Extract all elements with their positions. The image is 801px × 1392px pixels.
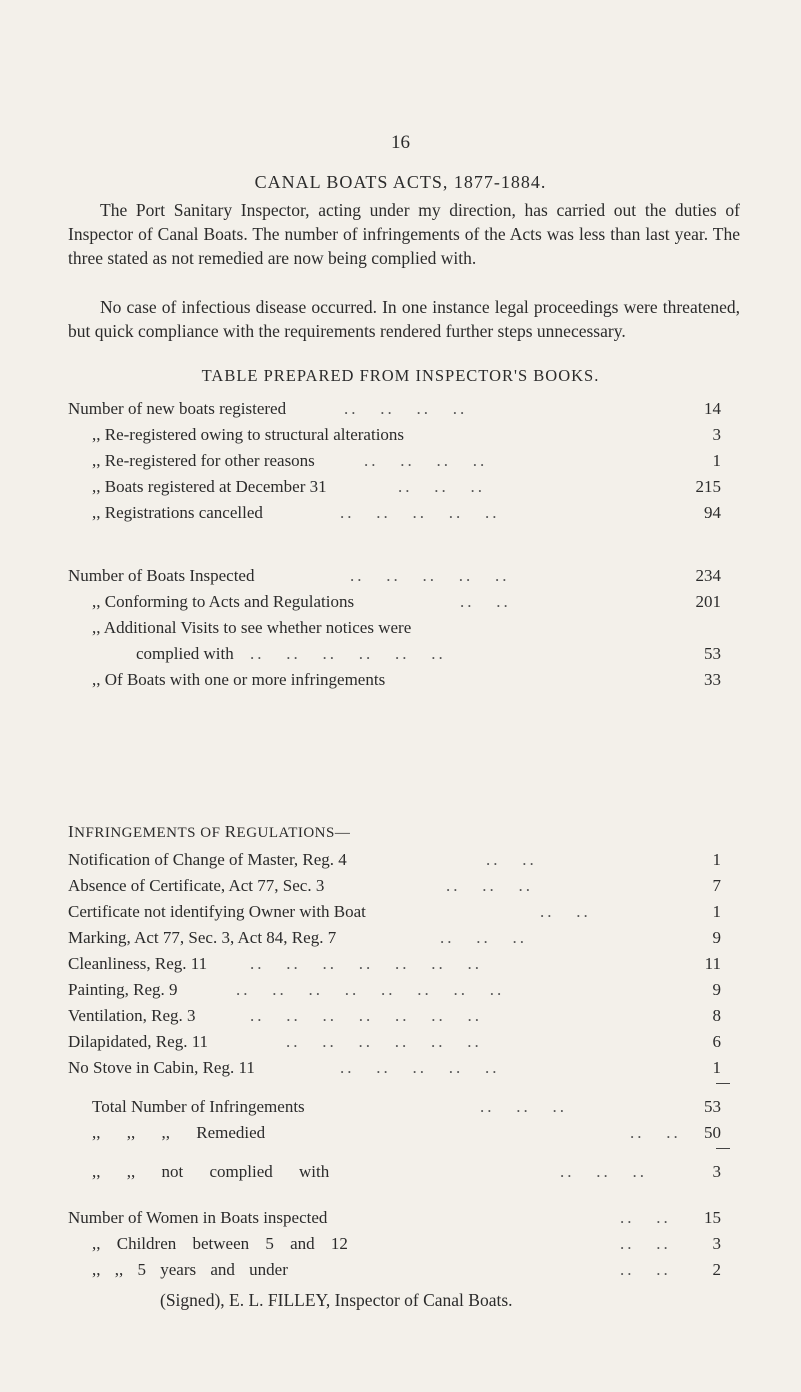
row-label: Certificate not identifying Owner with Boat: [68, 902, 366, 921]
table-title: TABLE PREPARED FROM INSPECTOR'S BOOKS.: [201, 366, 600, 385]
row-label: ,, ,, 5 years and under: [92, 1260, 288, 1279]
table-row: [0, 423, 801, 447]
row-value: 6: [712, 1032, 721, 1051]
row-label: ,, Registrations cancelled: [92, 503, 263, 522]
table-row: [0, 900, 801, 924]
row-label: ,, Additional Visits to see whether notices were: [92, 618, 412, 637]
row-value: 8: [712, 1006, 721, 1025]
row-value: 14: [704, 399, 721, 418]
row-value: 53: [704, 1097, 721, 1116]
leader-dots: .. .. .. .. ..: [340, 1058, 500, 1077]
row-label: ,, Boats registered at December 31: [92, 477, 327, 496]
table-row: [0, 397, 801, 421]
leader-dots: .. .. .. .. .. .. ..: [250, 1006, 482, 1025]
leader-dots: .. ..: [486, 850, 537, 869]
row-value: 9: [712, 980, 721, 999]
table-row: [0, 848, 801, 872]
row-value: 3: [712, 1162, 721, 1181]
row-value: 53: [704, 644, 721, 663]
leader-dots: .. .. .. .. ..: [340, 503, 500, 522]
infringements-heading: INFRINGEMENTS OF REGULATIONS—: [68, 822, 351, 841]
row-label: Total Number of Infringements: [92, 1097, 305, 1116]
table-row: [0, 1056, 801, 1080]
table-row: [0, 475, 801, 499]
row-label: ,, Children between 5 and 12: [92, 1234, 348, 1253]
row-label: Number of Women in Boats inspected: [68, 1208, 328, 1227]
leader-dots: .. .. .. .. ..: [350, 566, 510, 585]
row-label: ,, Re-registered owing to structural alterations: [92, 425, 405, 444]
table-row: [0, 1121, 801, 1145]
table-row: [0, 1030, 801, 1054]
page-number: 16: [391, 132, 410, 153]
row-label: Notification of Change of Master, Reg. 4: [68, 850, 347, 869]
leader-dots: .. .. ..: [480, 1097, 567, 1116]
paragraph-inspector-duties: The Port Sanitary Inspector, acting under my direction, has carried out the duties of Inspector of Canal Boats. The number of infringements of the Acts was less than last year. The three stated as not remedied are now being complied with.: [68, 200, 740, 268]
row-label: ,, Re-registered for other reasons: [92, 451, 315, 470]
table-row: [0, 590, 801, 614]
leader-dots: .. ..: [620, 1208, 671, 1227]
row-value: 11: [704, 954, 721, 973]
table-row: [0, 1004, 801, 1028]
row-value: 2: [712, 1260, 721, 1279]
row-value: 201: [695, 592, 721, 611]
row-label: Number of new boats registered: [68, 399, 287, 418]
leader-dots: .. ..: [540, 902, 591, 921]
leader-dots: .. .. .. .. .. ..: [286, 1032, 482, 1051]
table-row: [0, 1160, 801, 1184]
row-label: Cleanliness, Reg. 11: [68, 954, 208, 973]
row-value: 3: [712, 425, 721, 444]
leader-dots: .. .. ..: [440, 928, 527, 947]
row-label: Painting, Reg. 9: [68, 980, 178, 999]
row-value: 1: [712, 850, 721, 869]
row-value: 94: [704, 503, 721, 522]
leader-dots: .. .. .. ..: [364, 451, 488, 470]
leader-dots: .. .. .. ..: [344, 399, 468, 418]
leader-dots: .. .. .. .. .. .. ..: [250, 954, 482, 973]
row-label: ,, ,, not complied with: [92, 1162, 330, 1181]
table-row: [0, 926, 801, 950]
table-row: [0, 1232, 801, 1256]
table-row: [0, 874, 801, 898]
row-label: ,, Of Boats with one or more infringements: [92, 670, 386, 689]
table-row: [0, 642, 801, 666]
row-label: No Stove in Cabin, Reg. 11: [68, 1058, 255, 1077]
sum-rule: [716, 1083, 730, 1084]
row-label: Ventilation, Reg. 3: [68, 1006, 196, 1025]
row-value: 234: [695, 566, 721, 585]
sum-rule: [716, 1148, 730, 1149]
row-label: Marking, Act 77, Sec. 3, Act 84, Reg. 7: [68, 928, 337, 947]
row-value: 3: [712, 1234, 721, 1253]
row-value: 1: [712, 1058, 721, 1077]
section-heading: CANAL BOATS ACTS, 1877-1884.: [254, 172, 547, 192]
signature-line: (Signed), E. L. FILLEY, Inspector of Canal Boats.: [160, 1290, 513, 1310]
row-label: ,, Conforming to Acts and Regulations: [92, 592, 355, 611]
table-row: [0, 668, 801, 692]
row-value: 33: [704, 670, 721, 689]
row-value: 9: [712, 928, 721, 947]
leader-dots: .. ..: [460, 592, 511, 611]
row-value: 215: [695, 477, 721, 496]
table-row: [0, 501, 801, 525]
row-value: 7: [712, 876, 721, 895]
leader-dots: .. .. ..: [446, 876, 533, 895]
leader-dots: .. ..: [620, 1234, 671, 1253]
table-row: [0, 1095, 801, 1119]
leader-dots: .. ..: [620, 1260, 671, 1279]
row-label: Absence of Certificate, Act 77, Sec. 3: [68, 876, 325, 895]
table-row: [0, 616, 801, 640]
row-value: 50: [704, 1123, 721, 1142]
leader-dots: .. .. .. .. .. ..: [250, 644, 446, 663]
row-value: 15: [704, 1208, 721, 1227]
table-row: [0, 1258, 801, 1282]
leader-dots: .. .. ..: [398, 477, 485, 496]
table-row: [0, 564, 801, 588]
row-label: ,, ,, ,, Remedied: [92, 1123, 266, 1142]
leader-dots: .. .. .. .. .. .. .. ..: [236, 980, 505, 999]
row-label: complied with: [136, 644, 234, 663]
leader-dots: .. ..: [630, 1123, 681, 1142]
paragraph-infectious-disease: No case of infectious disease occurred. In one instance legal proceedings were threatened, but quick compliance with the requirements rendered further steps unnecessary.: [68, 297, 740, 341]
leader-dots: .. .. ..: [560, 1162, 647, 1181]
table-row: [0, 1206, 801, 1230]
table-row: [0, 449, 801, 473]
row-label: Dilapidated, Reg. 11: [68, 1032, 209, 1051]
row-value: 1: [712, 902, 721, 921]
row-value: 1: [712, 451, 721, 470]
row-label: Number of Boats Inspected: [68, 566, 255, 585]
table-row: [0, 952, 801, 976]
table-row: [0, 978, 801, 1002]
